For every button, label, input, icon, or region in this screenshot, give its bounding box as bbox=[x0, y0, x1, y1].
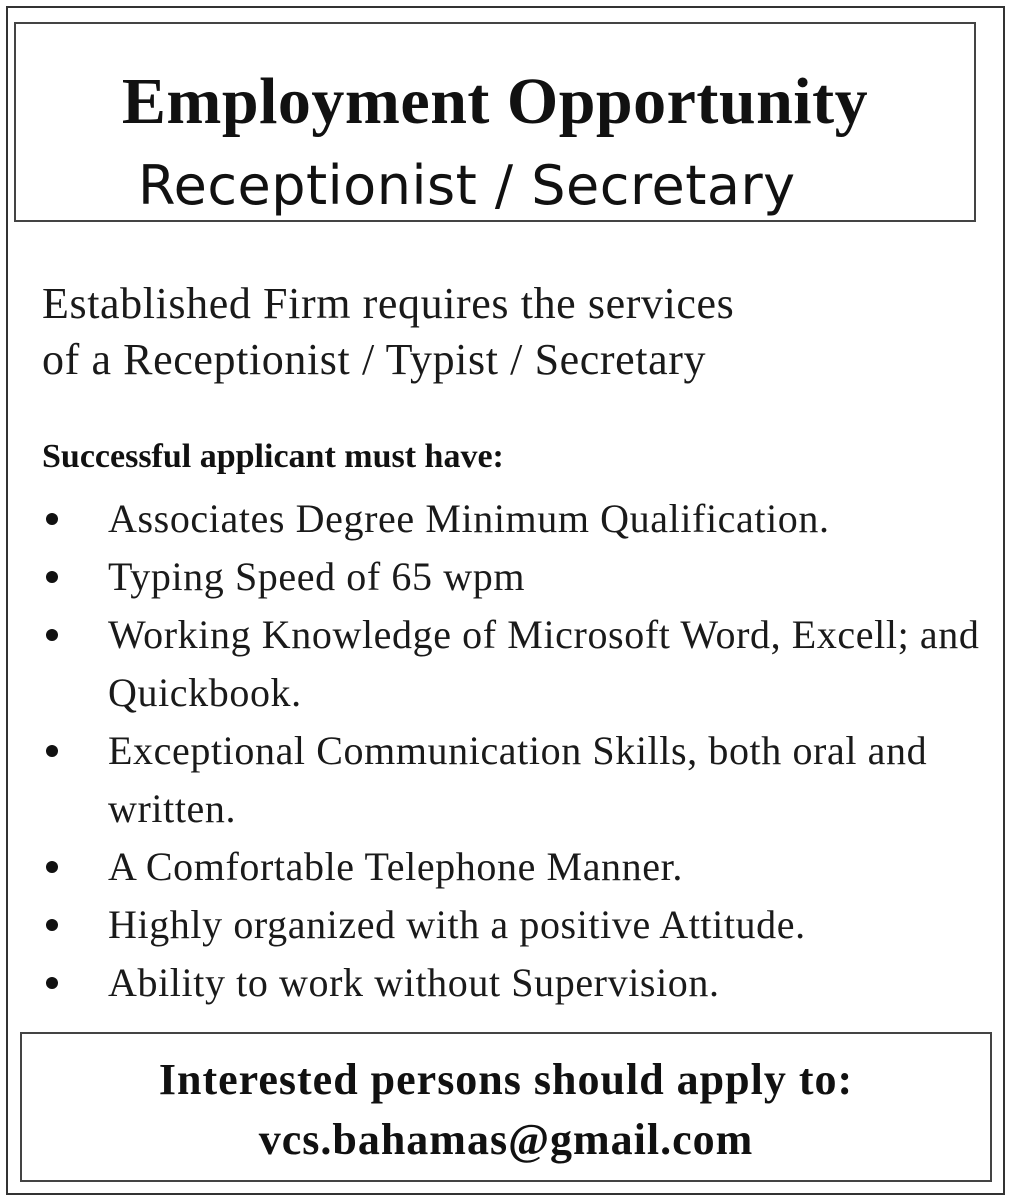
bullet-icon bbox=[46, 861, 58, 873]
bullet-icon bbox=[46, 977, 58, 989]
apply-instruction: Interested persons should apply to: bbox=[158, 1055, 854, 1104]
apply-box bbox=[20, 1032, 992, 1182]
list-item-text: Associates Degree Minimum Qualification. bbox=[108, 496, 830, 541]
list-item bbox=[42, 896, 982, 954]
list-item-text: Exceptional Communication Skills, both oral and written. bbox=[108, 728, 928, 831]
list-item bbox=[42, 954, 982, 1012]
intro-line-2: of a Receptionist / Typist / Secretary bbox=[42, 335, 707, 384]
list-item-text: Ability to work without Supervision. bbox=[108, 960, 720, 1005]
header-box bbox=[14, 22, 976, 222]
intro-line-1: Established Firm requires the services bbox=[42, 279, 735, 328]
list-item-text: A Comfortable Telephone Manner. bbox=[108, 844, 683, 889]
bullet-icon bbox=[46, 571, 58, 583]
requirements-list bbox=[42, 490, 982, 1012]
bullet-icon bbox=[46, 919, 58, 931]
list-item-text: Working Knowledge of Microsoft Word, Excell; and Quickbook. bbox=[108, 612, 980, 715]
list-item bbox=[42, 548, 982, 606]
bullet-icon bbox=[46, 629, 58, 641]
list-item-text: Typing Speed of 65 wpm bbox=[108, 554, 526, 599]
bullet-icon bbox=[46, 513, 58, 525]
intro-paragraph bbox=[42, 276, 972, 388]
list-item bbox=[42, 606, 982, 722]
list-item bbox=[42, 838, 982, 896]
list-item-text: Highly organized with a positive Attitude. bbox=[108, 902, 806, 947]
job-subtitle: Receptionist / Secretary bbox=[138, 154, 796, 217]
page-title: Employment Opportunity bbox=[121, 65, 869, 138]
bullet-icon bbox=[46, 745, 58, 757]
list-item bbox=[42, 722, 982, 838]
requirements-heading: Successful applicant must have: bbox=[42, 438, 504, 475]
contact-email[interactable]: vcs.bahamas@gmail.com bbox=[258, 1115, 754, 1164]
list-item bbox=[42, 490, 982, 548]
